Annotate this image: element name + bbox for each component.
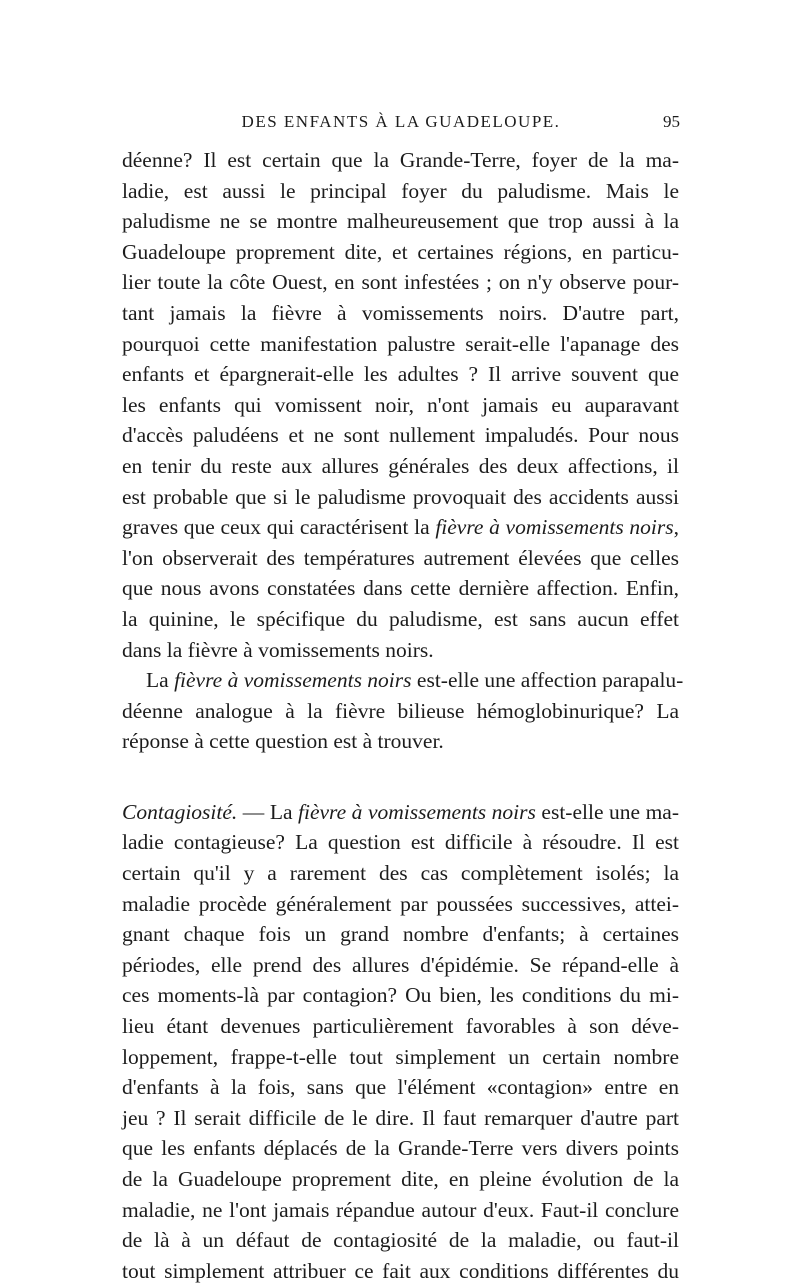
text-line: dans la fièvre à vomissements noirs. <box>122 637 434 662</box>
text-line: réponse à cette question est à trouver. <box>122 729 444 754</box>
page-number: 95 <box>663 112 680 131</box>
paragraph <box>122 145 679 665</box>
text-line: de la Guadeloupe proprement dite, en pleine évolution de la <box>122 1167 679 1191</box>
body-text <box>122 145 684 1286</box>
text-line: tout simplement attribuer ce fait aux conditions différentes du <box>122 1258 679 1283</box>
text-line: tant jamais la fièvre à vomissements noirs. D'autre part, <box>122 300 679 325</box>
running-header <box>122 112 680 142</box>
italic-phrase: fièvre à vomissements noirs <box>435 515 674 540</box>
text-line: déenne? Il est certain que la Grande-Terre, foyer de la ma- <box>122 148 679 172</box>
text-line: certain qu'il y a rarement des cas complètement isolés; la <box>122 861 679 886</box>
text-line: maladie procède généralement par poussées successives, attei- <box>122 891 679 916</box>
paragraph <box>122 665 684 757</box>
text-line: paludisme ne se montre malheureusement que trop aussi à la <box>122 209 679 234</box>
text-line: ces moments-là par contagion? Ou bien, les conditions du mi- <box>122 983 679 1008</box>
italic-phrase: Contagiosité. <box>122 799 238 824</box>
text-line: enfants et épargnerait-elle les adultes ? Il arrive souvent que <box>122 362 679 387</box>
text-line: la quinine, le spécifique du paludisme, est sans aucun effet <box>122 606 679 631</box>
text-line: les enfants qui vomissent noir, n'ont jamais eu auparavant <box>122 392 679 417</box>
text-line: pourquoi cette manifestation palustre serait-elle l'apanage des <box>122 331 679 356</box>
text-line: gnant chaque fois un grand nombre d'enfants; à certaines <box>122 922 679 947</box>
paragraph <box>122 797 679 1286</box>
text-line: loppement, frappe-t-elle tout simplement un certain nombre <box>122 1044 679 1069</box>
text-line: de là à un défaut de contagiosité de la maladie, ou faut-il <box>122 1228 679 1253</box>
text-line: Contagiosité. — La fièvre à vomissements noirs est-elle une ma- <box>122 799 679 824</box>
text-line: que les enfants déplacés de la Grande-Terre vers divers points <box>122 1136 679 1161</box>
text-line: Guadeloupe proprement dite, et certaines régions, en particu- <box>122 239 679 264</box>
text-line: en tenir du reste aux allures générales des deux affections, il <box>122 453 679 478</box>
text-line: lier toute la côte Ouest, en sont infestées ; on n'y observe pour- <box>122 270 679 295</box>
text-line: déenne analogue à la fièvre bilieuse hémoglobinurique? La <box>122 698 679 723</box>
text-line: La fièvre à vomissements noirs est-elle une affection parapalu- <box>146 668 684 693</box>
italic-phrase: fièvre à vomissements noirs <box>174 668 412 693</box>
text-line: d'enfants à la fois, sans que l'élément «contagion» entre en <box>122 1075 679 1100</box>
section-gap <box>122 757 679 797</box>
text-line: graves que ceux qui caractérisent la fièvre à vomissements noirs, <box>122 515 679 540</box>
italic-phrase: fièvre à vomissements noirs <box>298 799 536 824</box>
text-line: ladie contagieuse? La question est difficile à résoudre. Il est <box>122 830 679 855</box>
text-line: lieu étant devenues particulièrement favorables à son déve- <box>122 1014 679 1039</box>
text-line: que nous avons constatées dans cette dernière affection. Enfin, <box>122 576 679 601</box>
running-header-title: DES ENFANTS À LA GUADELOUPE. <box>241 112 561 131</box>
text-line: jeu ? Il serait difficile de le dire. Il faut remarquer d'autre part <box>122 1105 679 1130</box>
text-line: l'on observerait des températures autrement élevées que celles <box>122 545 679 570</box>
text-line: périodes, elle prend des allures d'épidémie. Se répand-elle à <box>122 952 679 977</box>
text-line: maladie, ne l'ont jamais répandue autour d'eux. Faut-il conclure <box>122 1197 679 1222</box>
text-line: est probable que si le paludisme provoquait des accidents aussi <box>122 484 679 509</box>
text-line: ladie, est aussi le principal foyer du paludisme. Mais le <box>122 178 679 203</box>
text-line: d'accès paludéens et ne sont nullement impaludés. Pour nous <box>122 423 679 448</box>
